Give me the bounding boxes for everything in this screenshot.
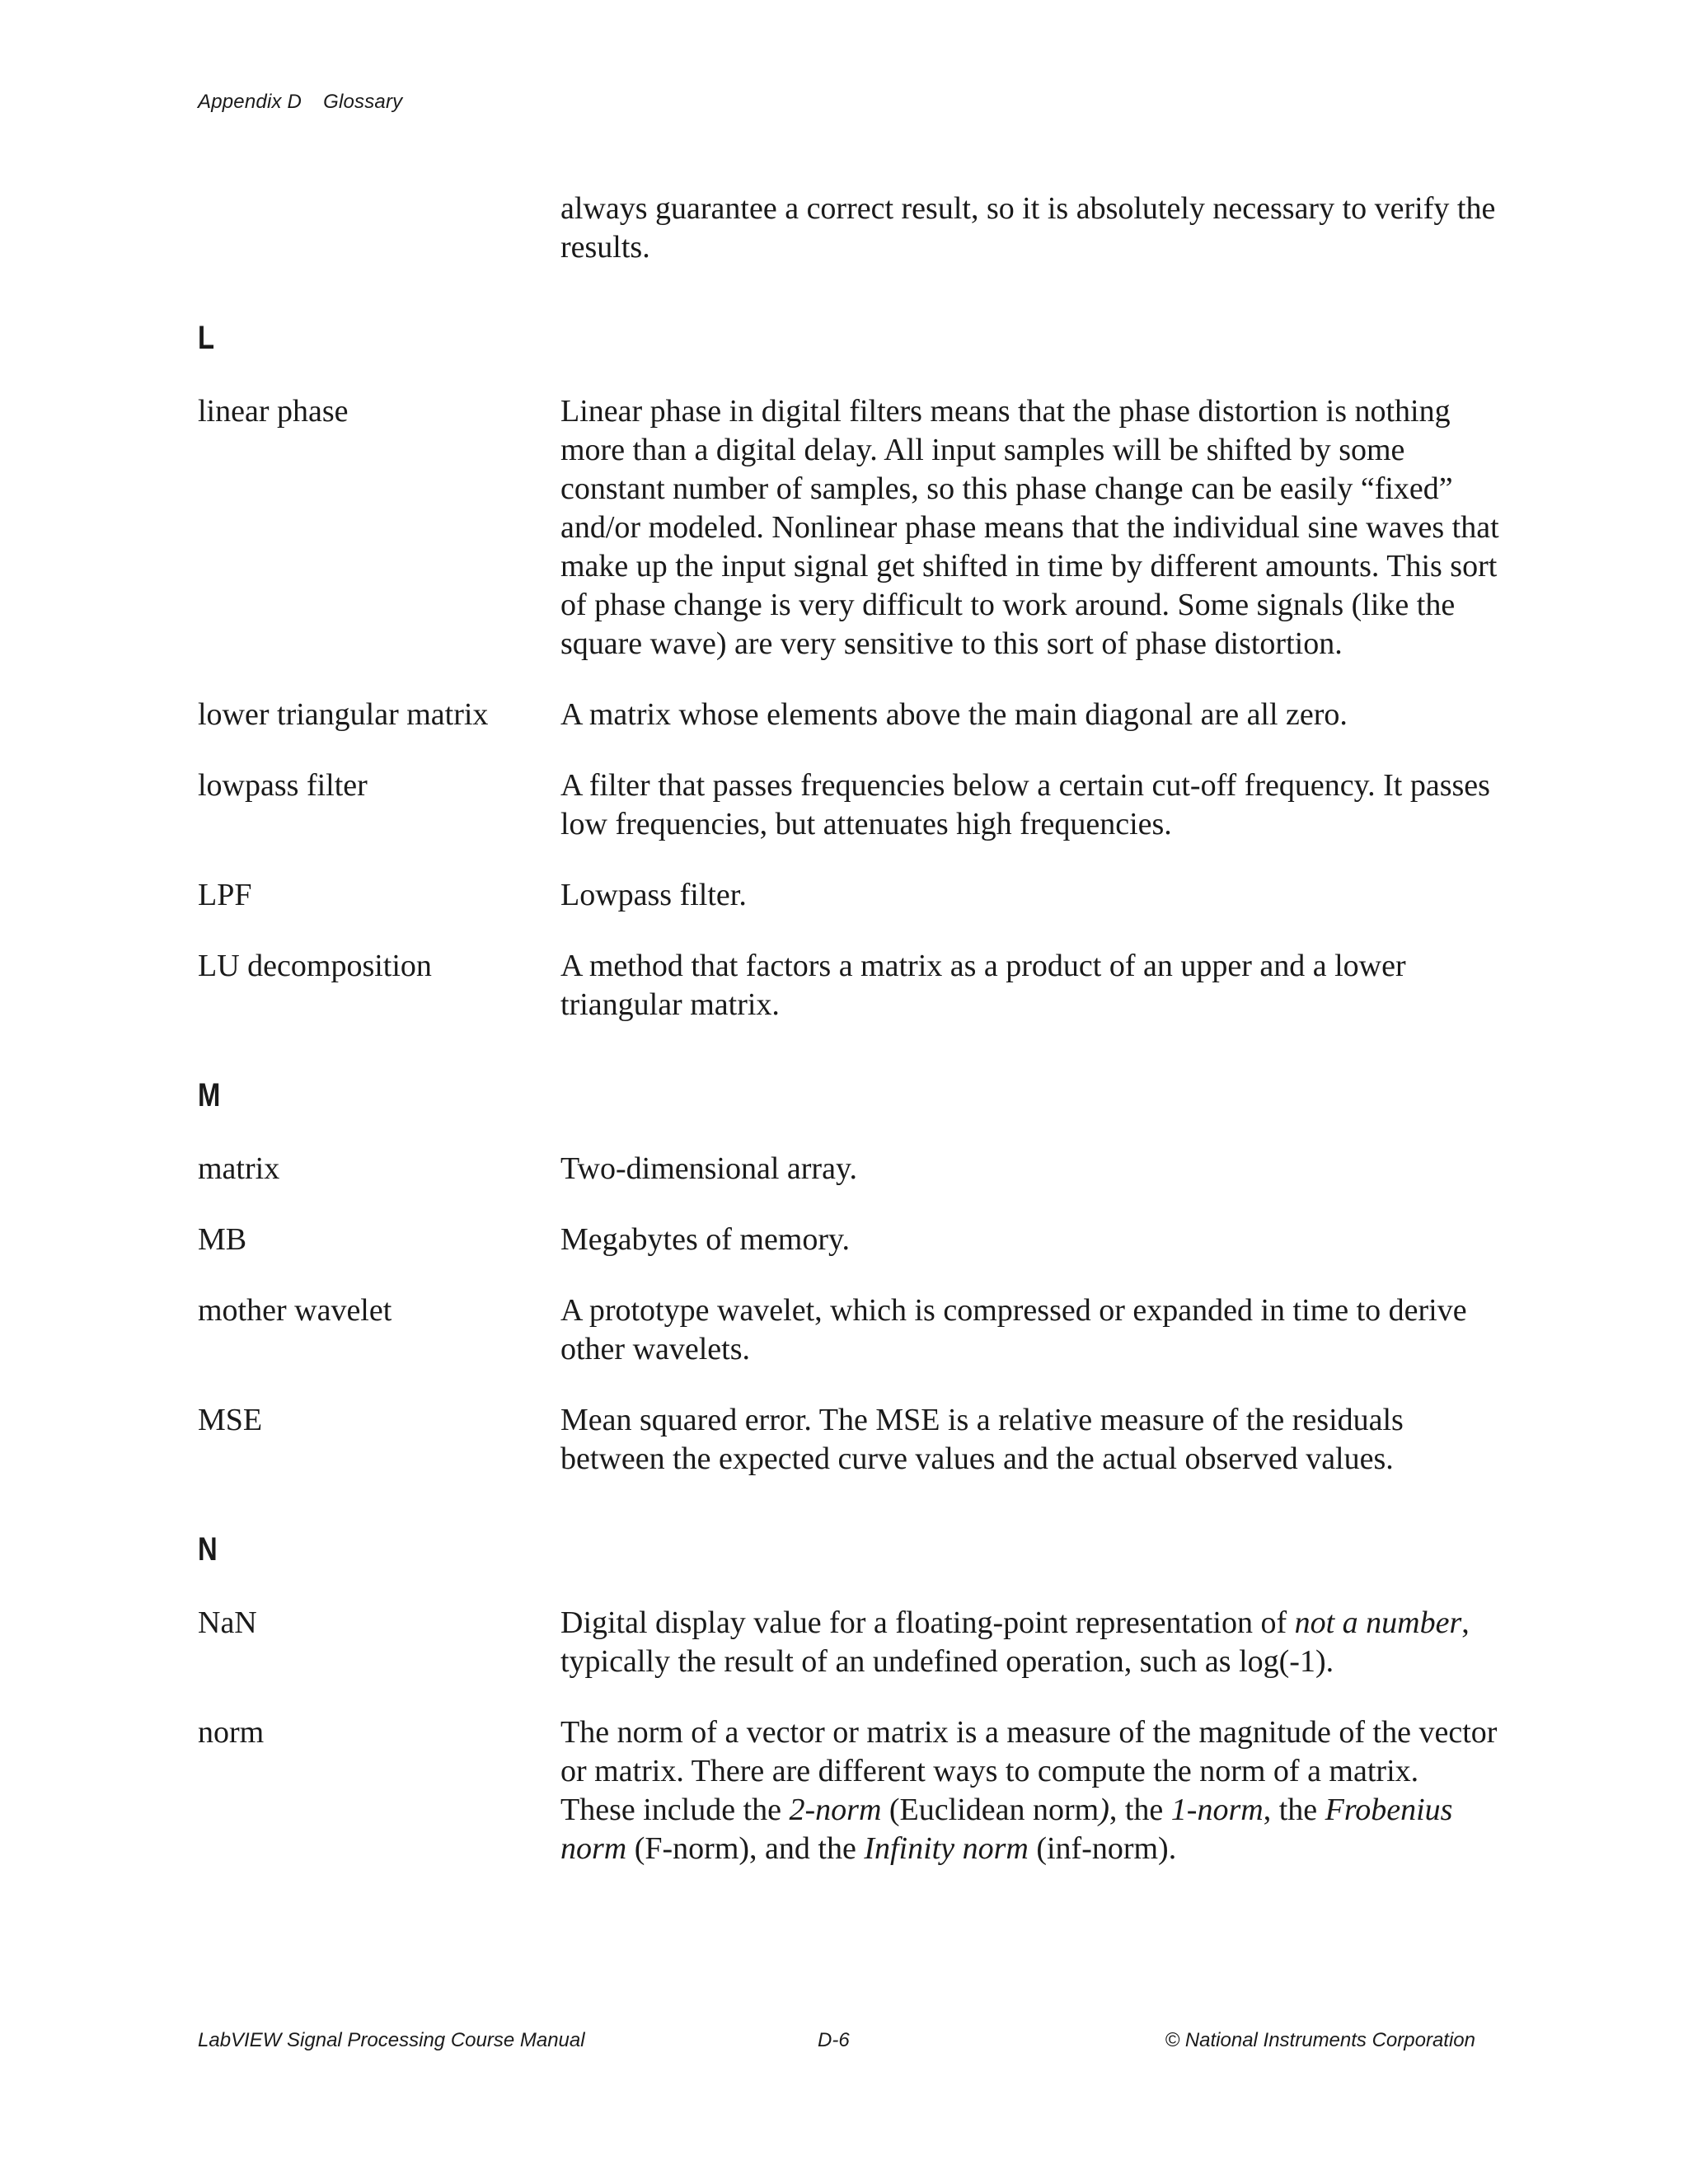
chapter-title: Glossary bbox=[323, 91, 403, 113]
glossary-definition bbox=[560, 766, 1500, 844]
definition-text: A matrix whose elements above the main diagonal are all zero. bbox=[560, 697, 1348, 732]
section-letter-heading: L bbox=[198, 320, 215, 356]
definition-text: The norm of a vector or matrix is a measure of the magnitude of the vector or matrix. There are different ways to compute the norm of a matrix. These include the bbox=[560, 1715, 1498, 1827]
glossary-entry bbox=[198, 392, 1500, 663]
glossary-definition bbox=[560, 1713, 1500, 1868]
section-letter-heading: N bbox=[198, 1531, 218, 1568]
glossary-definition bbox=[560, 1401, 1500, 1479]
glossary-term: mother wavelet bbox=[198, 1293, 392, 1328]
glossary-term: lower triangular matrix bbox=[198, 697, 489, 732]
glossary-definition bbox=[560, 392, 1500, 663]
definition-text: (Euclidean norm bbox=[881, 1793, 1100, 1827]
definition-emphasis: 2-norm bbox=[789, 1793, 882, 1827]
glossary-sections bbox=[198, 318, 1500, 1868]
section-letter-heading: M bbox=[198, 1077, 221, 1113]
definition-text: A prototype wavelet, which is compressed or expanded in time to derive other wavelets. bbox=[560, 1293, 1467, 1366]
definition-text: (inf-norm). bbox=[1028, 1831, 1177, 1866]
definition-text: Two-dimensional array. bbox=[560, 1151, 857, 1186]
glossary-entry bbox=[198, 876, 1500, 915]
glossary-term: matrix bbox=[198, 1151, 280, 1186]
glossary-entry bbox=[198, 947, 1500, 1024]
glossary-entry bbox=[198, 1150, 1500, 1188]
definition-text: Mean squared error. The MSE is a relative measure of the residuals between the expected curve values and the actual observed values. bbox=[560, 1403, 1404, 1476]
glossary-definition bbox=[560, 1150, 1500, 1188]
glossary-definition bbox=[560, 876, 1500, 915]
glossary-definition bbox=[560, 1604, 1500, 1681]
definition-text: , the bbox=[1109, 1793, 1171, 1827]
definition-emphasis: 1-norm bbox=[1170, 1793, 1264, 1827]
glossary-content bbox=[198, 190, 1500, 1868]
glossary-term: NaN bbox=[198, 1605, 257, 1640]
definition-text: A filter that passes frequencies below a certain cut-off frequency. It passes low frequencies, but attenuates high frequencies. bbox=[560, 768, 1490, 841]
glossary-entry bbox=[198, 1401, 1500, 1479]
definition-emphasis: Infinity norm bbox=[864, 1831, 1029, 1866]
definition-text: , the bbox=[1263, 1793, 1325, 1827]
glossary-definition bbox=[560, 696, 1500, 734]
glossary-section-n bbox=[198, 1530, 1500, 1868]
appendix-label: Appendix D bbox=[198, 91, 302, 113]
glossary-entry bbox=[198, 766, 1500, 844]
definition-emphasis: ) bbox=[1099, 1793, 1109, 1827]
glossary-term: MB bbox=[198, 1222, 247, 1257]
definition-text: , typically the result of an undefined operation, such as log(-1). bbox=[560, 1605, 1470, 1679]
running-head bbox=[198, 91, 402, 114]
glossary-entry bbox=[198, 1221, 1500, 1259]
definition-emphasis: Frobenius norm bbox=[560, 1793, 1453, 1866]
definition-text: (F-norm), and the bbox=[626, 1831, 865, 1866]
definition-emphasis: not a number bbox=[1294, 1605, 1462, 1640]
glossary-term: LPF bbox=[198, 878, 252, 912]
glossary-definition bbox=[560, 947, 1500, 1024]
glossary-definition bbox=[560, 1221, 1500, 1259]
glossary-entry bbox=[198, 696, 1500, 734]
glossary-term: LU decomposition bbox=[198, 949, 432, 983]
glossary-entry bbox=[198, 1713, 1500, 1868]
glossary-term: linear phase bbox=[198, 394, 349, 429]
glossary-entry bbox=[198, 1604, 1500, 1681]
glossary-term: norm bbox=[198, 1715, 265, 1750]
glossary-definition bbox=[560, 1291, 1500, 1369]
glossary-section-l bbox=[198, 318, 1500, 1024]
definition-text: Linear phase in digital filters means that the phase distortion is nothing more than a digital delay. All input samples will be shifted by some constant number of samples, so this phase change can be easily “fixed” and/or modeled. Nonlinear phase means that the individual sine waves that make up the input signal get shifted in time by different amounts. This sort of phase change is very difficult to work around. Some signals (like the square wave) are very sensitive to this sort of phase distortion. bbox=[560, 394, 1499, 661]
definition-text: A method that factors a matrix as a product of an upper and a lower triangular matrix. bbox=[560, 949, 1406, 1022]
definition-text: Digital display value for a floating-point representation of bbox=[560, 1605, 1295, 1640]
glossary-entry bbox=[198, 1291, 1500, 1369]
glossary-term: lowpass filter bbox=[198, 768, 368, 803]
glossary-term: MSE bbox=[198, 1403, 263, 1437]
footer-copyright: © National Instruments Corporation bbox=[1165, 2029, 1475, 2051]
definition-text: Lowpass filter. bbox=[560, 878, 747, 912]
glossary-section-m bbox=[198, 1076, 1500, 1479]
page-number: D-6 bbox=[818, 2029, 850, 2051]
definition-text: Megabytes of memory. bbox=[560, 1222, 851, 1257]
continuation-paragraph: always guarantee a correct result, so it is absolutely necessary to verify the results. bbox=[560, 191, 1496, 265]
footer-manual-title: LabVIEW Signal Processing Course Manual bbox=[198, 2029, 585, 2051]
